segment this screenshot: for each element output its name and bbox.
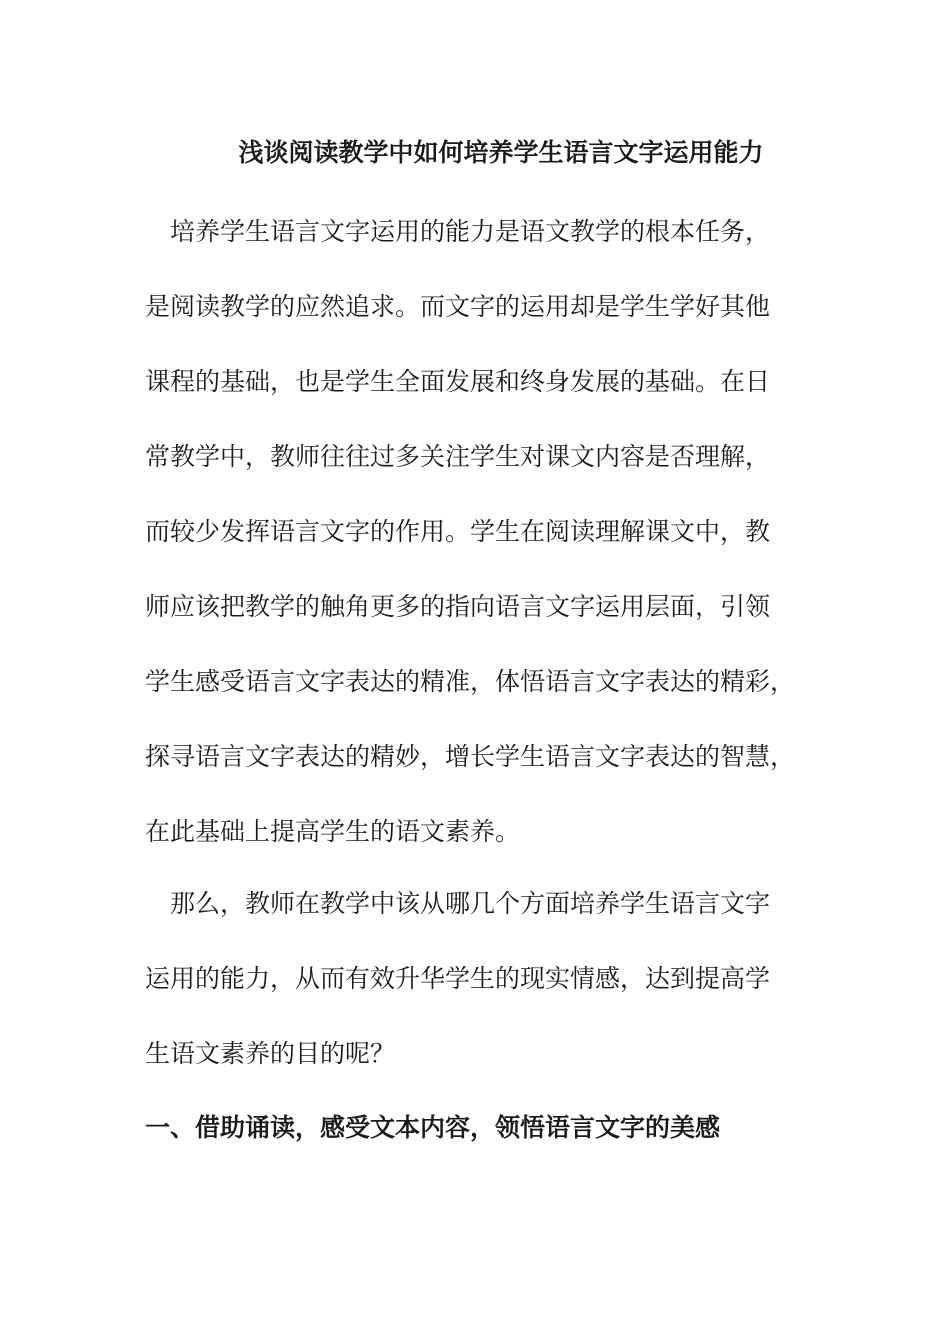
paragraph-line: 是阅读教学的应然追求。而文字的运用却是学生学好其他 [145, 292, 771, 321]
paragraph-line: 那么，教师在教学中该从哪几个方面培养学生语言文字 [170, 889, 771, 918]
paragraph-line: 生语文素养的目的呢？ [145, 1039, 396, 1068]
paragraph-line: 而较少发挥语言文字的作用。学生在阅读理解课文中，教 [145, 517, 771, 546]
paragraph-line: 课程的基础，也是学生全面发展和终身发展的基础。在日 [145, 367, 771, 396]
paragraph-line: 运用的能力，从而有效升华学生的现实情感，达到提高学 [145, 964, 771, 993]
paragraph-line: 师应该把教学的触角更多的指向语言文字运用层面，引领 [145, 592, 771, 621]
paragraph-line: 培养学生语言文字运用的能力是语文教学的根本任务， [170, 217, 771, 246]
paragraph-line: 常教学中，教师往往过多关注学生对课文内容是否理解， [145, 442, 771, 471]
document-title: 浅谈阅读教学中如何培养学生语言文字运用能力 [238, 138, 764, 167]
section-heading: 一、借助诵读，感受文本内容，领悟语言文字的美感 [145, 1113, 721, 1142]
paragraph-line: 在此基础上提高学生的语文素养。 [145, 817, 521, 846]
paragraph-line: 学生感受语言文字表达的精准，体悟语言文字表达的精彩， [145, 667, 796, 696]
paragraph-line: 探寻语言文字表达的精妙，增长学生语言文字表达的智慧， [145, 742, 796, 771]
